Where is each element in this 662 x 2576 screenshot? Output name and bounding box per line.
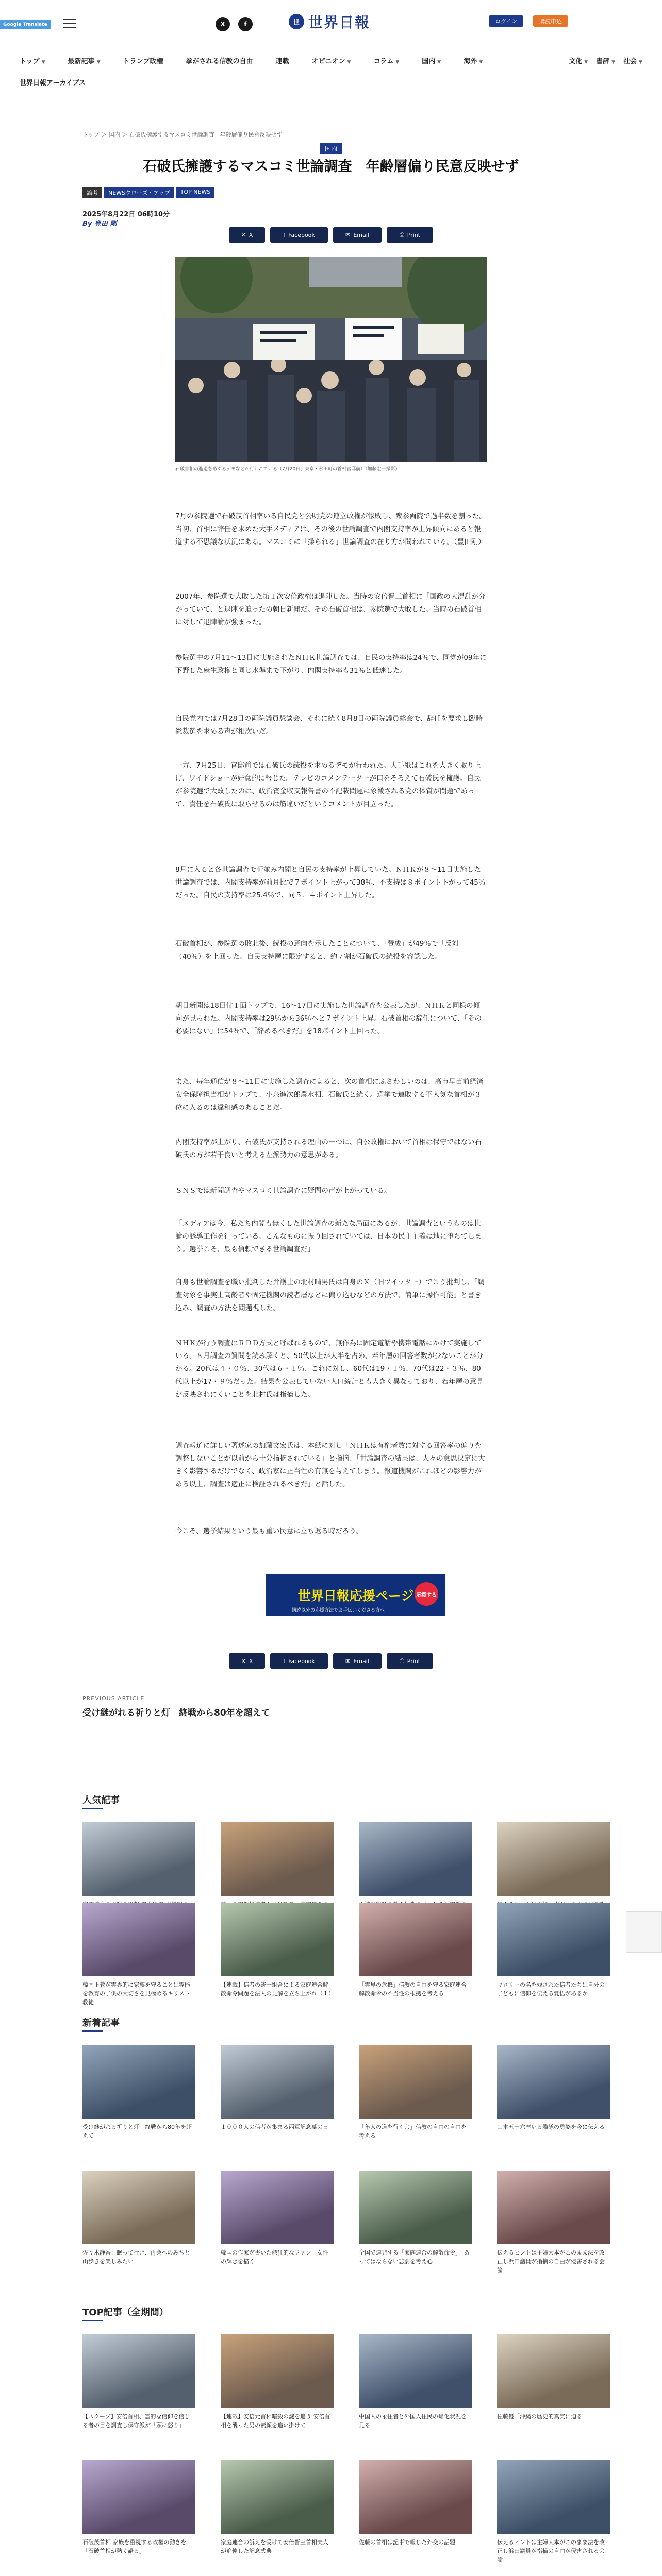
article-body-part — [175, 1276, 487, 1315]
category-badge[interactable]: 国内 — [320, 143, 342, 154]
share-x-button[interactable]: ✕ X — [229, 1653, 265, 1669]
share-bar-top — [0, 227, 662, 243]
article-paragraph: ＮＨＫが行う調査はＲＤＤ方式と呼ばれるもので、無作為に固定電話や携帯電話にかけて実施している。８月調査の質問を読み解くと、50代以上が大半を占め、若年層の回答者数が少ないことが分かる。20代は４・０％、30代は６・１％、これに対し、60代は19・１％、70代は22・３％、80代以上が17・９％だった。結果を公表していない人口統計とも大きく異なっており、若年層の意見が反映されにくいことを北村氏は指摘した。 — [175, 1339, 484, 1399]
article-card-title[interactable]: 佐々木静香：眠って行き、再会へのみちと 山歩きを楽しみたい — [82, 2249, 196, 2265]
article-thumbnail — [359, 1822, 472, 1896]
article-meta — [82, 210, 170, 229]
article-card-title[interactable]: 全国で連発する「家庭連合の解散命令」 あってはならない悲劇を考え心 — [359, 2249, 470, 2265]
print-icon: ⎙ — [399, 231, 404, 238]
article-paragraph: 8月に入ると各世論調査で軒並み内閣と自民の支持率が上昇していた。ＮＨＫが８〜11日実施した世論調査では、内閣支持率が前月比で７ポイント上がって38％、不支持は８ポイント下がって45％だった。自民の支持率は25.4％で、同５．４ポイント上昇した。 — [175, 866, 486, 900]
article-thumbnail — [497, 2045, 610, 2119]
nav-item-culture[interactable]: 文化 ▼ — [569, 57, 588, 65]
article-thumbnail — [221, 2171, 334, 2244]
logo-mark: 世 — [289, 14, 304, 29]
article-card[interactable] — [82, 2334, 195, 2430]
article-card[interactable] — [497, 2045, 610, 2131]
chevron-down-icon: ▼ — [41, 59, 45, 65]
article-body-part — [175, 590, 487, 629]
share-facebook-button[interactable]: f Facebook — [270, 1653, 328, 1669]
article-body-part — [175, 1184, 487, 1197]
article-paragraph: 今こそ、選挙結果という最も重い民意に立ち返る時だろう。 — [175, 1527, 363, 1535]
x-icon[interactable]: X — [216, 17, 230, 31]
subscribe-button[interactable]: 購読申込 — [533, 15, 568, 27]
article-thumbnail — [221, 1903, 334, 1976]
article-thumbnail — [359, 2334, 472, 2408]
facebook-icon[interactable]: f — [238, 17, 253, 31]
article-card[interactable] — [497, 2171, 610, 2275]
article-thumbnail — [82, 1822, 195, 1896]
article-paragraph: 朝日新聞は18日付１面トップで、16〜17日に実施した世論調査を公表したが、ＮＨＫと同様の傾向が見られた。内閣支持率は29％から36％へと７ポイント上昇。石破首相の辞任について、「その必要はない」は54％で、「辞めるべきだ」を18ポイント上回った。 — [175, 1002, 482, 1036]
article-thumbnail — [221, 2045, 334, 2119]
article-paragraph: 「メディアは今、私たち内閣も無くした世論調査の新たな局面にあるが、世論調査というものは世論の誘導工作を行っている。こんなものに振り回されていては、日本の民主主義は地に堕ちてしまう。選挙こそ、最も信頼できる世論調査だ」 — [175, 1219, 482, 1253]
article-body-part — [175, 938, 487, 963]
tag-list — [82, 187, 214, 198]
share-facebook-button[interactable]: f Facebook — [270, 227, 328, 243]
article-body-part — [175, 1525, 487, 1538]
article-card[interactable] — [82, 2171, 195, 2266]
article-body — [175, 510, 487, 549]
chevron-down-icon: ▼ — [96, 59, 101, 65]
article-card-title[interactable]: １０００人の信者が集まる西軍記念墓の日 — [221, 2124, 328, 2130]
article-card[interactable] — [82, 2045, 195, 2140]
article-thumbnail — [497, 2334, 610, 2408]
article-thumbnail — [359, 2171, 472, 2244]
article-card[interactable] — [359, 2045, 472, 2140]
global-nav — [20, 50, 642, 70]
article-card[interactable] — [82, 1903, 195, 2007]
article-card[interactable] — [359, 2460, 472, 2547]
mail-icon: ✉ — [345, 231, 351, 239]
article-card-title[interactable]: 伝えるヒントは主婦大本がこのまま法を改正し浜田議員が指摘の自由が侵害される会論 — [497, 2539, 605, 2563]
article-paragraph: 自身も世論調査を職い批判した弁護士の北村晴男氏は自身のＸ（旧ツイッター）でこう批判し、「調査対象を事実上高齢者や固定機関の読者層などに偏り込むなどの方法で、簡単に操作可能」と書き込み、調査の方法を問題視した。 — [175, 1278, 485, 1312]
nav-item-trump[interactable]: トランプ政権 — [123, 57, 163, 65]
article-card-title[interactable]: 「霊界の危機」信教の自由を守る家庭連合解散命令の不当性の根拠を考える — [359, 1981, 467, 1997]
nav-item-domestic[interactable]: 国内 ▼ — [422, 57, 441, 65]
article-paragraph: また、毎年通信が８〜11日に実施した調査によると、次の首相にふさわしいのは、高市早苗前経済安全保障担当相がトップで、小泉進次郎農水相、石破氏と続く。選挙で連敗する不人気な首相が３位に入るのは違和感のあることだ。 — [175, 1078, 484, 1112]
article-card-title[interactable]: 中国人の永住者と外国人住民の帰化状況を見る — [359, 2413, 467, 2429]
nav-item-overseas[interactable]: 海外 ▼ — [464, 57, 483, 65]
article-paragraph: 調査報道に詳しい著述家の加藤文宏氏は、本紙に対し「ＮＨＫは有権者数に対する回答率の偏りを調整しないことが以前から十分指摘されている」と指摘、「世論調査の結果は、人々の意思決定に大きく影響するだけでなく、政治家に正当性の有無を与えてしまう。報道機関がこれほどの影響力がある以上、調査は適正に検証されるべきだ」と話した。 — [175, 1442, 485, 1488]
nav-item-religion[interactable]: 拳がされる信教の自由 — [186, 57, 253, 65]
facebook-icon: f — [283, 231, 286, 239]
article-thumbnail — [221, 2334, 334, 2408]
photo-caption: 石破首相の進退をめぐるデモなどが行われている（7月20日、東京・永田町の首相官邸前）（加藤宏一撮影） — [175, 467, 400, 472]
article-card[interactable] — [497, 1903, 610, 1998]
article-body-part — [175, 1136, 487, 1162]
nav-item-books[interactable]: 書評 ▼ — [596, 57, 616, 65]
article-title: 石破氏擁護するマスコミ世論調査 年齢層偏り民意反映せず — [143, 159, 519, 175]
article-paragraph: 2007年、参院選で大敗した第１次安倍政権は退陣した。当時の安倍晋三首相に「国政の大混乱が分かっていて、と退陣を迫ったの朝日新聞だ。その石破首相は、参院選で大敗した。当時の石破首相に対して退陣論が強まった。 — [175, 592, 486, 626]
share-email-button[interactable]: ✉ Email — [333, 227, 382, 243]
section-heading-top: TOP記事（全期間） — [82, 2305, 169, 2318]
support-banner[interactable] — [266, 1574, 445, 1616]
nav-item-column[interactable]: コラム ▼ — [373, 57, 400, 65]
article-thumbnail — [359, 1903, 472, 1976]
print-button[interactable]: ⎙ Print — [387, 227, 433, 243]
article-thumbnail — [221, 1822, 334, 1896]
article-thumbnail — [82, 2334, 195, 2408]
site-header — [0, 0, 662, 50]
article-card-title[interactable]: 韓国正教が霊界的に家族を守ることは霊能を教育の子供の大切さを見極めるキリスト教徒 — [82, 1981, 190, 2006]
article-paragraph: ＳＮＳでは新聞調査やマスコミ世論調査に疑問の声が上がっている。 — [175, 1187, 391, 1195]
tag-item[interactable]: TOP NEWS — [176, 187, 215, 198]
google-translate-badge[interactable]: Google Translate — [0, 20, 51, 29]
article-card[interactable] — [82, 2460, 195, 2555]
site-logo[interactable] — [289, 12, 370, 31]
article-card-title[interactable]: 【連載】信者の統一組合による家庭連合解散命令問題を法人の見解を立ち上がれ（１） — [221, 1981, 334, 1997]
article-card[interactable] — [221, 2045, 334, 2131]
article-card-title[interactable]: 佐藤優「沖縄の歴史的真実に迫る」 — [497, 2413, 588, 2420]
article-photo — [175, 257, 487, 462]
article-card[interactable] — [221, 1903, 334, 1998]
article-body-part — [175, 1076, 487, 1114]
article-card-title[interactable]: マロリーの名を残された信者たちは自分の子どもに信仰を伝える覚悟があるか — [497, 1981, 605, 1997]
article-paragraph: 7月の参院選で石破茂首相率いる自民党と公明党の連立政権が惨敗し、衆参両院で過半数を割った。当初、首相に辞任を求めた大手メディアは、その後の世論調査で内閣支持率が上昇傾向にあると報道する不思議な状況にある。マスコミに「操られる」世論調査の在り方が問われている。（豊田剛） — [175, 512, 486, 546]
section-heading-popular: 人気記事 — [82, 1793, 120, 1806]
article-thumbnail — [82, 1903, 195, 1976]
breadcrumb[interactable]: トップ ＞ 国内 ＞ 石破氏擁護するマスコミ世論調査 年齢層偏り民意反映せず — [82, 131, 283, 138]
nav-item-society[interactable]: 社会 ▼ — [623, 57, 642, 65]
nav-item-top[interactable]: トップ ▼ — [20, 57, 45, 65]
article-thumbnail — [359, 2460, 472, 2534]
article-card-title[interactable]: 山本五十六率いる艦隊の勇姿を今に伝える — [497, 2124, 605, 2130]
login-button[interactable]: ログイン — [489, 15, 523, 27]
chevron-down-icon: ▼ — [611, 59, 616, 65]
article-thumbnail — [221, 2460, 334, 2534]
article-paragraph: 自民党内では7月28日の両院議員懇談会、それに続く8月8日の両院議員総会で、辞任を要求し臨時総裁選を求める声が相次いだ。 — [175, 715, 483, 736]
logo-text: 世界日報 — [308, 14, 371, 31]
article-card[interactable] — [221, 2171, 334, 2266]
previous-article-label: PREVIOUS ARTICLE — [82, 1695, 145, 1702]
print-icon: ⎙ — [399, 1657, 404, 1664]
article-card[interactable] — [359, 2334, 472, 2430]
chevron-down-icon: ▼ — [479, 59, 483, 65]
x-icon: ✕ — [241, 1657, 246, 1665]
article-paragraph: 一方、7月25日、官邸前では石破氏の続投を求めるデモが行われた。大手紙はこれを大きく取り上げ、ワイドショーが好意的に報じた。テレビのコメンテーターが口をそろえて石破氏を擁護。自民が参院選で大敗したのは、政治資金収支報告書の不記載問題に象徴される党の体質が問題であって、責任を石破氏に取らせるのは筋違いだというコメントが目立った。 — [175, 761, 481, 808]
article-card[interactable] — [221, 2460, 334, 2555]
chevron-down-icon: ▼ — [437, 59, 441, 65]
support-banner-sub: 購読以外の応援方法でお手伝いくださる方へ — [292, 1608, 385, 1613]
article-paragraph: 内閣支持率が上がり、石破氏が支持される理由の一つに、自公政権において首相は保守ではない石破氏の方が若干良いと考える左派勢力の意思がある。 — [175, 1138, 482, 1159]
article-card-title[interactable]: 【スクープ】安倍首相、霊的な信仰を信じる者の目を調査し保守派が「頭に怒り」 — [82, 2413, 190, 2429]
article-thumbnail — [497, 2171, 610, 2244]
chevron-down-icon: ▼ — [639, 59, 642, 65]
article-thumbnail — [82, 2460, 195, 2534]
x-icon: ✕ — [241, 231, 246, 239]
facebook-icon: f — [283, 1657, 286, 1665]
author[interactable]: By 豊田 剛 — [82, 220, 117, 228]
article-body-part — [175, 999, 487, 1038]
article-card[interactable] — [497, 2334, 610, 2421]
article-card-title[interactable]: 韓国の作家が書いた熱狂的なファン 女性の輝きを描く — [221, 2249, 328, 2265]
article-card-title[interactable]: 家庭連合の訴えを受けて安倍晋三首相夫人が追悼した記念式典 — [221, 2539, 328, 2554]
article-card-title[interactable]: 「年人の道を行くよ」信教の自由の自由を考える — [359, 2124, 467, 2139]
nav-item-opinion[interactable]: オピニオン ▼ — [311, 57, 351, 65]
print-button[interactable]: ⎙ Print — [387, 1653, 433, 1669]
nav-item-series[interactable]: 連載 — [275, 57, 289, 65]
article-body-part — [175, 1337, 487, 1401]
recaptcha-badge[interactable] — [626, 1911, 662, 1953]
article-body-part — [175, 759, 487, 811]
publish-date: 2025年8月22日 06時10分 — [82, 211, 170, 218]
nav-item-latest[interactable]: 最新記事 ▼ — [68, 57, 101, 65]
article-thumbnail — [497, 1822, 610, 1896]
article-card-title[interactable]: 【連載】安倍元首相暗殺の謎を追う 安倍首相を襲った男の素顔を追い掛けて — [221, 2413, 330, 2429]
support-banner-title: 世界日報応援ページ — [297, 1588, 414, 1603]
support-banner-badge: 応援する — [415, 1582, 438, 1606]
article-card[interactable] — [221, 2334, 334, 2430]
share-bar-bottom — [0, 1653, 662, 1669]
chevron-down-icon: ▼ — [584, 59, 588, 65]
article-card-title[interactable]: 石破茂首相 家族を重視する政権の動きを「石破首相が熱く語る」 — [82, 2539, 187, 2554]
article-thumbnail — [497, 1903, 610, 1976]
section-heading-latest: 新着記事 — [82, 2015, 120, 2029]
article-card-title[interactable]: 受け継がれる祈りと灯 終戦から80年を超えて — [82, 2124, 192, 2139]
menu-icon[interactable] — [63, 19, 76, 29]
article-card[interactable] — [359, 1903, 472, 1998]
article-card[interactable] — [359, 2171, 472, 2266]
article-thumbnail — [359, 2045, 472, 2119]
article-thumbnail — [497, 2460, 610, 2534]
chevron-down-icon: ▼ — [395, 59, 400, 65]
article-paragraph: 石破首相が、参院選の敗北後、続投の意向を示したことについて、「賛成」が49％で「反対」（40％）を上回った。自民支持層に限定すると、約７割が石破氏の続投を容認した。 — [175, 940, 466, 961]
article-body-part — [175, 1439, 487, 1491]
mail-icon: ✉ — [345, 1657, 351, 1665]
article-body-part — [175, 1217, 487, 1256]
article-body-part — [175, 863, 487, 902]
tag-item[interactable]: NEWSクローズ・アップ — [104, 187, 174, 198]
share-email-button[interactable]: ✉ Email — [333, 1653, 382, 1669]
article-card-title[interactable]: 伝えるヒントは主婦大本がこのまま法を改正し浜田議員が指摘の自由が侵害される会論 — [497, 2249, 605, 2274]
article-card[interactable] — [497, 2460, 610, 2564]
article-thumbnail — [82, 2045, 195, 2119]
chevron-down-icon: ▼ — [347, 59, 351, 65]
archive-link[interactable]: 世界日報アーカイブス — [20, 79, 86, 87]
article-body-part — [175, 652, 487, 677]
tag-item[interactable]: 論考 — [82, 187, 102, 198]
article-body-part — [175, 713, 487, 738]
article-card-title[interactable]: 佐藤の首相は記事で報じた外交の話題 — [359, 2539, 455, 2546]
previous-article-link[interactable]: 受け継がれる祈りと灯 終戦から80年を超えて — [82, 1708, 270, 1718]
article-thumbnail — [82, 2171, 195, 2244]
article-paragraph: 参院選中の7月11〜13日に実施されたＮＨＫ世論調査では、自民の支持率は24％で、同党が09年に下野した麻生政権と同じ水準まで下がり、内閣支持率も31％と低迷した。 — [175, 654, 487, 675]
share-x-button[interactable]: ✕ X — [229, 227, 265, 243]
